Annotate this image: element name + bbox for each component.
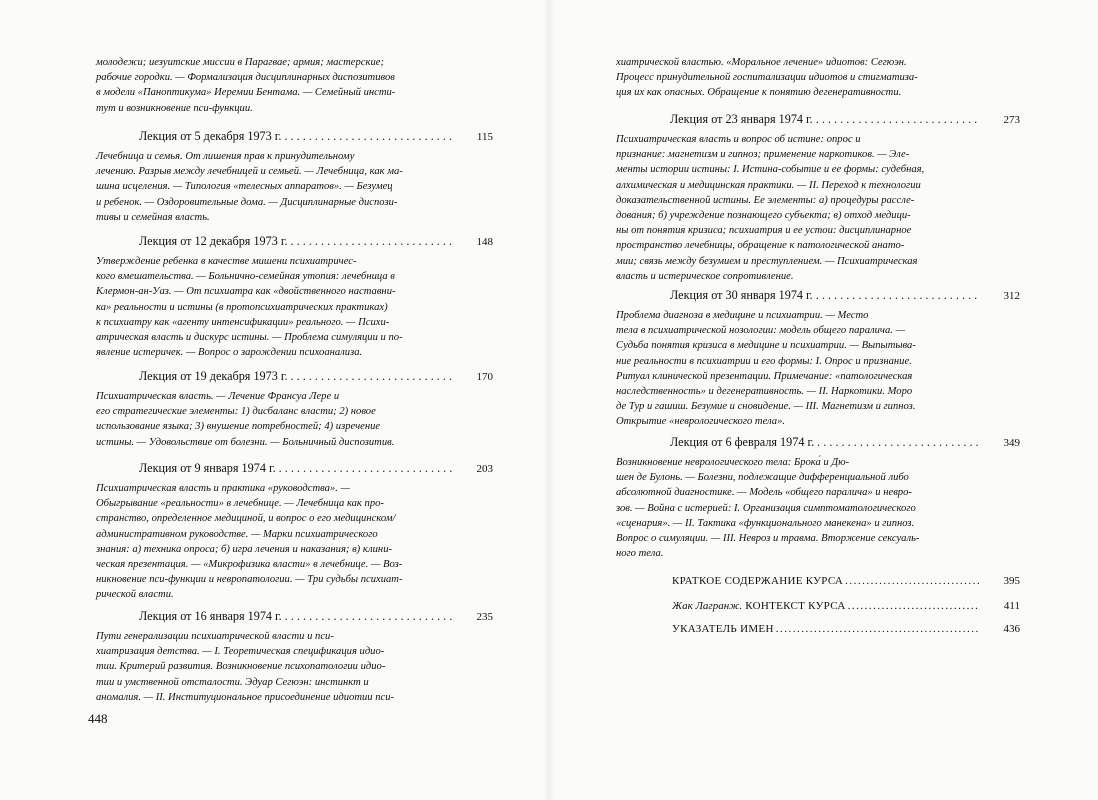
summary-line: Клермон-ан-Уаз. — От психиатра как «двойственного наставни- — [96, 286, 396, 298]
summary-line: Лечебница и семья. От лишения прав к принудительному — [96, 151, 355, 162]
leader-dots — [813, 112, 980, 127]
summary-line: Обыгрывание «реальности» в лечебнице. — Лечебница как про- — [96, 498, 384, 510]
summary-line: Психиатрическая власть и вопрос об истине: опрос и — [616, 134, 861, 145]
summary-line: к психиатру как «агенту интенсификации» реального. — Психи- — [96, 316, 390, 328]
summary-line: явление истеричек. — Вопрос о зарождении психоанализа. — [96, 347, 363, 359]
summary-line: знания: а) техника опроса; б) игра лечения и наказания; в) клини- — [96, 543, 393, 555]
summary-line: менты истории истины: I. Истина-событие и ее формы: судебная, — [616, 164, 925, 176]
lecture-title: Лекция от 9 января 1974 г. — [139, 461, 276, 475]
summary-line: тивы и семейная власть. — [96, 211, 210, 223]
summary-line: Ритуал клинической презентации. Примечание: «патологическая — [616, 370, 913, 382]
toc-entry-course-summary[interactable] — [672, 574, 1020, 588]
leader-dots — [814, 435, 979, 450]
summary-line: истины. — Удовольствие от болезни. — Больничный диспозитив. — [96, 436, 395, 448]
summary-line: тут и возникновение пси-функции. — [96, 102, 253, 114]
summary-line: хиатризация детства. — I. Теоретическая спецификация идио- — [96, 646, 385, 658]
summary-line: рической власти. — [96, 589, 174, 601]
summary-line: молодежи; иезуитские миссии в Парагвае; армия; мастерские; — [96, 57, 384, 68]
lecture-summary — [616, 455, 988, 561]
summary-line: Психиатрическая власть и практика «руководства». — — [96, 483, 350, 494]
summary-line: ческая презентация. — «Микрофизика власти» в лечебнице. — Воз- — [96, 559, 403, 571]
page-ref: 312 — [1003, 290, 1020, 302]
summary-line: Вопрос о симуляции. — III. Невроз и травма. Вторжение сексуаль- — [616, 533, 920, 545]
toc-entry-lecture-9-jan-1974[interactable] — [139, 461, 493, 477]
page-ref: 349 — [1003, 437, 1020, 449]
page-ref: 395 — [1003, 575, 1020, 587]
leader-dots — [774, 622, 980, 636]
lecture-summary — [96, 389, 460, 450]
summary-line: ние реальности в психиатрии и его формы: I. Опрос и признание. — [616, 355, 912, 367]
right-intro-summary — [616, 55, 988, 101]
toc-entry-name-index[interactable] — [672, 622, 1020, 636]
summary-line: абсолютной диагностике. — Модель «общего паралича» и невро- — [616, 487, 912, 499]
toc-entry-lecture-19-dec-1973[interactable] — [139, 369, 493, 385]
summary-line: Открытие «неврологического тела». — [616, 416, 786, 428]
lecture-title: Лекция от 12 декабря 1973 г. — [139, 234, 288, 248]
right-page — [549, 0, 1098, 800]
summary-line: «сценария». — II. Тактика «функционального манекена» и гипноз. — [616, 517, 915, 529]
leader-dots — [276, 461, 453, 476]
summary-line: и ребенок. — Оздоровительные дома. — Дисциплинарные диспози- — [96, 196, 398, 208]
summary-line: тии и умственной отсталости. Эдуар Сегюэн: инстинкт и — [96, 676, 369, 688]
summary-line: Процесс принудительной госпитализации идиотов и стигматиза- — [616, 72, 918, 84]
summary-line: власть и истерическое сопротивление. — [616, 270, 794, 282]
left-intro-summary — [96, 55, 460, 116]
summary-line: ция их как опасных. Обращение к понятию дегенеративности. — [616, 87, 902, 99]
summary-line: Судьба понятия кризиса в медицине и психиатрии. — Выпытыва- — [616, 340, 916, 352]
summary-line: никновение пси-функции и невропатологии. — Три судьбы психиат- — [96, 574, 403, 586]
summary-line: использование языка; 3) внушение потребностей; 4) изречение — [96, 421, 381, 433]
lecture-summary — [96, 481, 460, 603]
lecture-title: Лекция от 19 декабря 1973 г. — [139, 369, 288, 383]
leader-dots — [281, 129, 452, 144]
summary-line: атрическая власть и дискурс истины. — Проблема симуляции и по- — [96, 332, 403, 344]
page-ref: 203 — [476, 463, 493, 475]
toc-entry-lecture-30-jan-1974[interactable] — [670, 288, 1020, 304]
leader-dots — [846, 599, 980, 613]
leader-dots — [288, 369, 453, 384]
lecture-summary — [96, 629, 460, 705]
toc-entry-lecture-12-dec-1973[interactable] — [139, 234, 493, 250]
toc-entry-lecture-5-dec-1973[interactable] — [139, 129, 493, 145]
section-title: КРАТКОЕ СОДЕРЖАНИЕ КУРСА — [672, 575, 844, 587]
page-ref: 411 — [1003, 600, 1020, 612]
lecture-title: Лекция от 5 декабря 1973 г. — [139, 129, 282, 143]
summary-line: Утверждение ребенка в качестве мишени психиатричес- — [96, 256, 357, 267]
leader-dots — [813, 288, 980, 303]
summary-line: аномалия. — II. Институциональное присоединение идиотии пси- — [96, 691, 395, 703]
toc-entry-lecture-16-jan-1974[interactable] — [139, 609, 493, 625]
author-name: Жак Лагранж. — [672, 600, 743, 612]
lecture-title: Лекция от 23 января 1974 г. — [670, 112, 813, 126]
page-ref: 273 — [1003, 114, 1020, 126]
page-ref: 148 — [476, 236, 493, 248]
section-title: УКАЗАТЕЛЬ ИМЕН — [672, 623, 774, 635]
page-ref: 436 — [1003, 623, 1020, 635]
summary-line: ка» реальности и истины (в протопсихиатрических практиках) — [96, 301, 388, 313]
summary-line: зов. — Война с истерией: I. Организация симптоматологического — [616, 502, 916, 514]
lecture-title: Лекция от 30 января 1974 г. — [670, 288, 813, 302]
section-title — [672, 599, 846, 613]
lecture-title: Лекция от 16 января 1974 г. — [139, 609, 282, 623]
summary-line: ны от понятия кризиса; психиатрия и ее устои: дисциплинарное — [616, 225, 912, 237]
summary-line: признание: магнетизм и гипноз; применение наркотиков. — Эле- — [616, 149, 910, 161]
leader-dots — [843, 574, 979, 588]
summary-line: Проблема диагноза в медицине и психиатрии. — Место — [616, 310, 869, 321]
page-ref: 235 — [476, 611, 493, 623]
summary-line: Психиатрическая власть. — Лечение Франсуа Лере и — [96, 391, 340, 402]
summary-line: де Тур и гашиш. Безумие и сновидение. — III. Магнетизм и гипноз. — [616, 401, 916, 413]
summary-line: лечению. Разрыв между лечебницей и семьей. — Лечебница, как ма- — [96, 166, 403, 178]
summary-line: дования; б) учреждение познающего субъекта; в) отход медици- — [616, 210, 911, 222]
summary-line: хиатрической властью. «Моральное лечение» идиотов: Сегюэн. — [616, 57, 907, 68]
leader-dots — [288, 234, 453, 249]
lecture-summary — [96, 149, 460, 225]
lecture-summary — [96, 254, 460, 360]
summary-line: наследственность» и дегенеративность. — II. Наркотики. Моро — [616, 386, 913, 398]
summary-line: Возникновение неврологического тела: Брока́ и Дю- — [616, 457, 850, 468]
lecture-summary — [616, 132, 988, 284]
summary-line: пространство лечебницы, обращение к патологической анато- — [616, 240, 905, 252]
summary-line: административном руководстве. — Марки психиатрического — [96, 528, 378, 540]
section-title-text: КОНТЕКСТ КУРСА — [745, 600, 846, 612]
summary-line: тии. Критерий развития. Возникновение психопатологии идио- — [96, 661, 386, 673]
summary-line: шина исцеления. — Типология «телесных аппаратов». — Безумец — [96, 181, 393, 193]
summary-line: ного тела. — [616, 548, 664, 560]
summary-line: странство, определенное медициной, и вопрос о его медицинском/ — [96, 513, 396, 525]
summary-line: алхимическая и медицинская практики. — II. Переход к технологии — [616, 179, 921, 191]
summary-line: тела в психиатрической нозологии: модель общего паралича. — — [616, 325, 905, 337]
lecture-summary — [616, 308, 988, 430]
page-number: 448 — [88, 711, 108, 726]
toc-entry-course-context[interactable] — [672, 599, 1020, 613]
summary-line: мии; связь между безумием и преступлением. — Психиатрическая — [616, 255, 918, 267]
leader-dots — [282, 609, 453, 624]
page-ref: 115 — [476, 131, 493, 143]
lecture-title: Лекция от 6 февраля 1974 г. — [670, 435, 815, 449]
summary-line: Пути генерализации психиатрической власти и пси- — [96, 631, 334, 642]
summary-line: кого вмешательства. — Больнично-семейная утопия: лечебница в — [96, 271, 395, 283]
summary-line: в модели «Паноптикума» Иеремии Бентама. — Семейный инсти- — [96, 87, 396, 99]
toc-entry-lecture-6-feb-1974[interactable] — [670, 435, 1020, 451]
summary-line: рабочие городки. — Формализация дисциплинарных диспозитивов — [96, 72, 395, 84]
summary-line: доказательственной истины. Ее элементы: а) процедуры рассле- — [616, 194, 915, 206]
toc-entry-lecture-23-jan-1974[interactable] — [670, 112, 1020, 128]
page-ref: 170 — [476, 371, 493, 383]
summary-line: его стратегические элементы: 1) дисбаланс власти; 2) новое — [96, 406, 376, 418]
summary-line: шен де Булонь. — Болезни, подлежащие дифференциальной либо — [616, 472, 909, 484]
